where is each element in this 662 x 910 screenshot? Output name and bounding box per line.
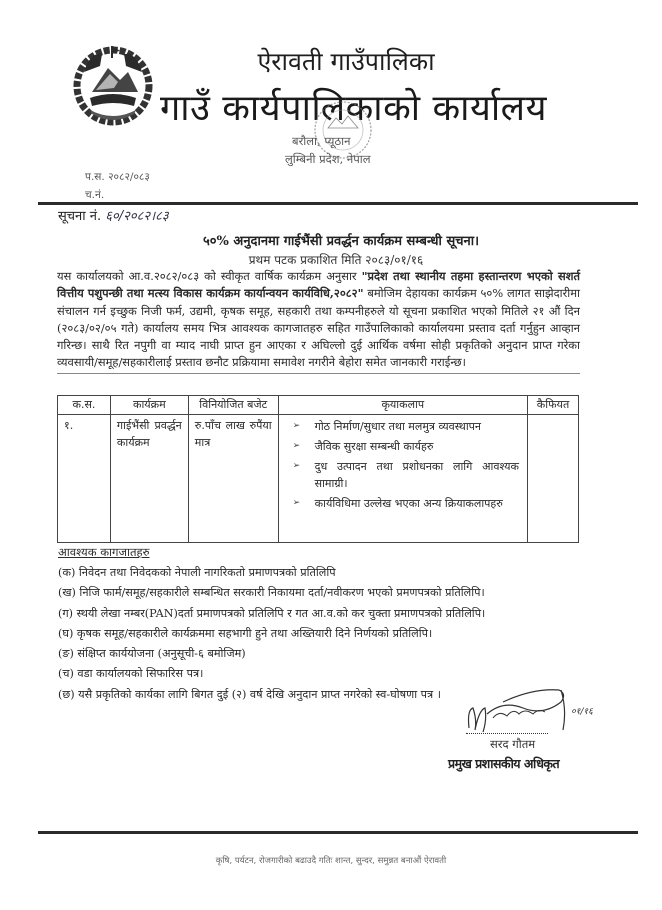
signature-line (466, 733, 548, 734)
signature-date: ०१/१६ (571, 707, 593, 717)
notice-number (58, 206, 169, 224)
header-budget: विनियोजित बजेट (188, 396, 278, 415)
arrow-bullet-icon: ➢ (292, 461, 301, 471)
notice-body (57, 268, 580, 374)
cell-program: गाईभैंसी प्रवर्द्धन कार्यक्रम (110, 415, 188, 543)
cell-activities (278, 415, 527, 543)
header-remarks: कैफियत (528, 396, 579, 415)
fiscal-year-label: प.स. २०८२/०८३ (85, 171, 150, 183)
notice-number-value: ६०/२०८२।८३ (105, 209, 169, 224)
documents-list (58, 563, 485, 705)
organization-name: ऐरावती गाउँपालिका (257, 47, 435, 76)
address-line-1: बरौला, प्यूठान (292, 134, 351, 148)
notice-title: ५०% अनुदानमा गाईभैंसी प्रवर्द्धन कार्यक्रम सम्बन्धी सूचना। (203, 234, 479, 249)
cell-budget: रु.पाँच लाख रुपैंया मात्र (188, 415, 278, 543)
header-activities: कृयाकलाप (278, 396, 527, 415)
publication-date: प्रथम पटक प्रकाशित मिति २०८३/०१/१६ (248, 253, 424, 267)
notice-body-part2: बमोजिम देहायका कार्यक्रम ५०% लागत साझेदारीमा संचालन गर्न इच्छुक निजी फर्म, उद्यमी, कृषक समूह, सहकारी तथा कम्पनीहरुले यो सूचना प्रकाशित भएको मितिले २१ औं दिन (२०८३/०२/०५ गते) कार्यालय समय भित्र आवश्यक कागजातहरु सहित गाउँपालिकाको कार्यालयमा प्रस्ताव दर्ता गर्नुहुन आव्हान गरिन्छ। साथै रित नपुगी वा म्याद नाघी प्राप्त हुन आएका र अघिल्लो दुई आर्थिक वर्षमा सोही प्रकृतिको अनुदान प्राप्त गरेका व्यवसायी/समूह/सहकारीलाई प्रस्ताव छनौट प्रक्रियामा समावेश नगरीने बेहोरा समेत जानकारी गराईन्छ। (57, 286, 580, 370)
address-line-2: लुम्बिनी प्रदेश, नेपाल (285, 152, 371, 166)
footer-slogan: कृषि, पर्यटन, रोजगारीको बढाउदै गतिः शान्त, सुन्दर, समुन्नत बनाऔं ऐरावती (215, 856, 447, 866)
activity-item: ➢ कार्यविधिमा उल्लेख भएका अन्य क्रियाकलापहरु (292, 497, 503, 510)
footer-divider (38, 831, 638, 834)
table-row (58, 415, 579, 543)
document-item: (छ) यसै प्रकृतिको कार्यका लागि बिगत दुई (२) वर्ष देखि अनुदान प्राप्त नगरेको स्व-घोषणा पत्र । (58, 687, 442, 701)
office-name: गाउँ कार्यपालिकाको कार्यालय (160, 88, 547, 129)
document-item: (घ) कृषक समूह/सहकारीले कार्यक्रममा सहभागी हुने तथा अख्तियारी दिने निर्णयको प्रतिलिपि। (58, 626, 433, 640)
documents-heading: आवश्यक कागजातहरु (58, 545, 150, 559)
activity-item: ➢ दुध उत्पादन तथा प्रशोधनका लागि आवश्यक सामाग्री। (292, 460, 519, 490)
arrow-bullet-icon: ➢ (292, 498, 301, 508)
table-header-row (58, 396, 579, 415)
notice-body-bold: "प्रदेश तथा स्थानीय तहमा हस्तान्तरण भएको सशर्त वित्तीय पशुपन्छी तथा मत्स्य विकास कार्यक्रम कार्यान्वयन कार्यविधि,२०८२" (57, 269, 580, 301)
document-item: (ङ) संक्षिप्त कार्ययोजना (अनुसूची-६ बमोजिम) (58, 647, 246, 661)
activity-item: ➢ गोठ निर्माण/सुधार तथा मलमुत्र व्यवस्थापन (292, 420, 482, 433)
notice-number-label: सूचना नं. (58, 209, 102, 224)
document-item: (क) निवेदन तथा निवेदकको नेपाली नागरिकतो प्रमाणपत्रको प्रतिलिपि (58, 566, 336, 579)
document-item: (च) वडा कार्यालयको सिफारिस पत्र। (58, 667, 204, 681)
handwritten-signature (463, 680, 603, 738)
arrow-bullet-icon: ➢ (292, 421, 301, 431)
dispatch-number-label: च.नं. (85, 189, 105, 201)
header-program: कार्यक्रम (110, 396, 188, 415)
arrow-bullet-icon: ➢ (292, 441, 301, 451)
signer-title-stamp: प्रमुख प्रशासकीय अधिकृत (448, 756, 560, 771)
document-item: (ख) निजि फार्म/समूह/सहकारीले सम्बन्धित सरकारी निकायमा दर्ता/नवीकरण भएको प्रमणपत्रको प्रतिलिपि। (58, 586, 485, 600)
header-divider (38, 202, 638, 205)
activity-item: ➢ जैविक सुरक्षा सम्बन्धी कार्यहरु (292, 440, 434, 453)
cell-sn: १. (58, 415, 111, 543)
cell-remarks (528, 415, 579, 543)
document-item: (ग) स्थयी लेखा नम्बर(PAN)दर्ता प्रमाणपत्रको प्रतिलिपि र गत आ.व.को कर चुक्ता प्रमाणपत्रको प्रतिलिपि। (58, 606, 486, 620)
program-table (57, 395, 579, 543)
notice-body-part1: यस कार्यालयको आ.व.२०८२/०८३ को स्वीकृत वार्षिक कार्यक्रम अनुसार (57, 269, 362, 283)
header-sn: क.स. (58, 396, 111, 415)
signer-name: सरद गौतम (490, 737, 536, 751)
